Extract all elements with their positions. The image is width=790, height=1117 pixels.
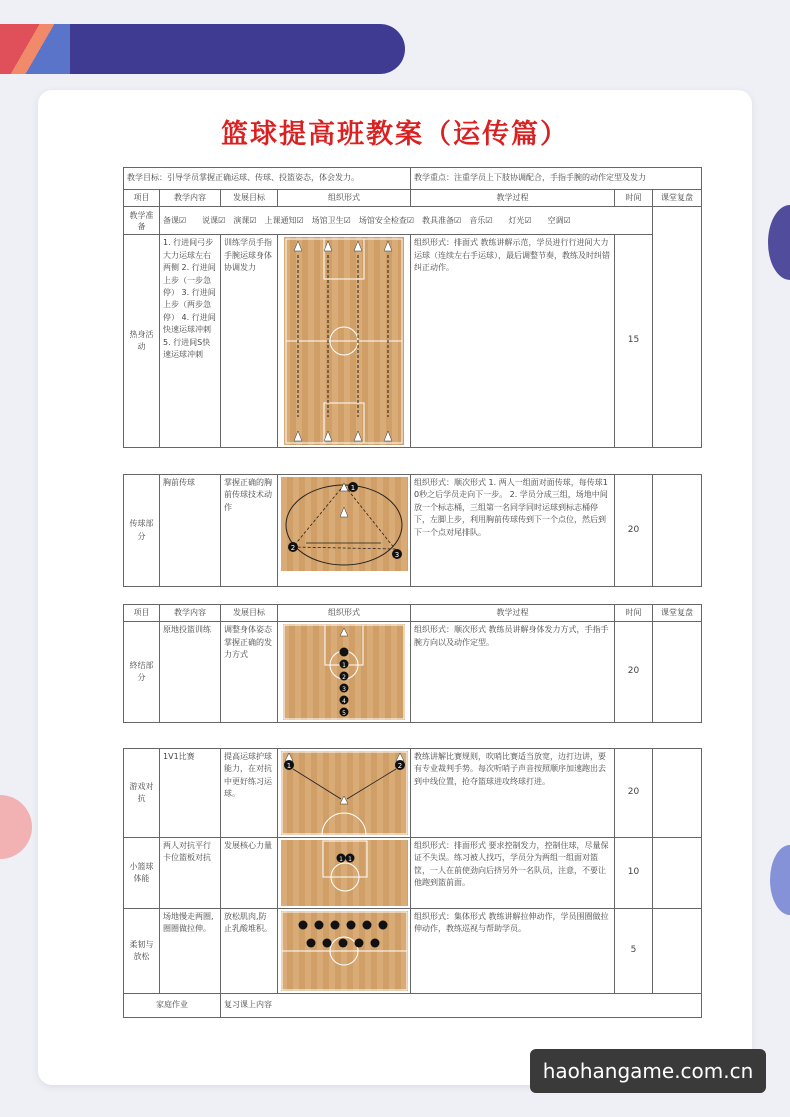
decor-circle: [0, 795, 32, 859]
stretch-content: 场地慢走两圈,圈圈做拉伸。: [160, 909, 221, 994]
col-header-time: 时间: [615, 605, 653, 622]
col-header-item: 项目: [124, 190, 160, 207]
stretch-time: 5: [615, 909, 653, 994]
prep-label: 教学准备: [124, 207, 160, 235]
shooting-process: 组织形式：顺次形式 教练员讲解身体发力方式，手指手腕方向以及动作定型。: [411, 622, 615, 723]
shooting-diagram: [278, 622, 411, 723]
svg-text:1: 1: [342, 662, 346, 670]
warmup-row: [124, 235, 702, 448]
prep-checklist: 备课☑ 说课☑ 演课☑ 上课通知☑ 场馆卫生☑ 场馆安全检查☑ 教具准备☑ 音乐☑ 灯光☑ 空调☑: [160, 207, 653, 235]
banner-stripes: [0, 24, 70, 74]
stretch-process: 组织形式：集体形式 教练讲解拉伸动作，学员围圈做拉伸动作，教练巡视与帮助学员。: [411, 909, 615, 994]
physical-diagram: [278, 838, 411, 909]
lesson-table-shooting: [123, 604, 702, 723]
passing-content: 胸前传球: [160, 475, 221, 587]
shooting-content: 原地投篮训练: [160, 622, 221, 723]
col-header-item: 项目: [124, 605, 160, 622]
col-header-time: 时间: [615, 190, 653, 207]
stretch-label: 柔韧与放松: [124, 909, 160, 994]
teaching-focus: 教学重点：注重学员上下肢协调配合，手指手腕的动作定型及发力: [411, 168, 702, 190]
physical-target: 发展核心力量: [221, 838, 278, 909]
table-header-row-2: [124, 605, 702, 622]
game-content: 1V1比赛: [160, 749, 221, 838]
passing-diagram: [278, 475, 411, 587]
col-header-target: 发展目标: [221, 605, 278, 622]
svg-text:1: 1: [347, 856, 352, 863]
teaching-goal: 教学目标：引导学员掌握正确运球、传球、投篮姿态，体会发力。: [124, 168, 411, 190]
shooting-label: 終结部分: [124, 622, 160, 723]
decor-half-circle: [768, 205, 790, 280]
svg-text:4: 4: [342, 698, 346, 706]
passing-review: [653, 475, 702, 587]
col-header-content: 教学内容: [160, 605, 221, 622]
page-title: 篮球提高班教案（运传篇）: [221, 119, 569, 150]
physical-process: 组织形式：排面形式 要求控制发力，控制住球，尽量保证不失误。练习被人找巧，学员分为两组一组面对篮筐，一人在前使劲向后挤另外一名队员，注意，不要让他跑到篮前面。: [411, 838, 615, 909]
physical-review: [653, 838, 702, 909]
svg-text:5: 5: [342, 710, 346, 718]
passing-process: 组织形式：顺次形式 1. 两人一组面对面传球，每传球10秒之后学员走向下一步。 2. 学员分成三组，场地中间放一个标志桶，三组第一名同学同时运球到标志桶停下，左脚上步，利用胸前传球传到下一个点位，然后到下一个点对尾排队。: [411, 475, 615, 587]
game-diagram: [278, 749, 411, 838]
svg-text:1: 1: [286, 762, 291, 770]
game-target: 提高运球护球能力，在对抗中更好练习运球。: [221, 749, 278, 838]
one-vs-one-icon: [281, 751, 408, 835]
svg-text:3: 3: [342, 686, 346, 694]
col-header-process: 教学过程: [411, 605, 615, 622]
lesson-table-1: [123, 167, 702, 448]
decor-half-circle: [770, 845, 790, 915]
game-label: 游戏对抗: [124, 749, 160, 838]
col-header-review: 课堂复盘: [653, 605, 702, 622]
watermark: haohangame.com.cn: [530, 1049, 766, 1093]
homework-row: [124, 994, 702, 1018]
game-row: [124, 749, 702, 838]
physical-content: 两人对抗平行卡位篮板对抗: [160, 838, 221, 909]
col-header-process: 教学过程: [411, 190, 615, 207]
game-process: 教练讲解比赛规则，吹哨比赛适当放宽，边打边讲，要有专业裁判手势。每次听哨子声音按照顺序加速跑出去到中线位置，抢夺篮球进攻终球打进。: [411, 749, 615, 838]
svg-text:2: 2: [397, 762, 402, 770]
warmup-process: 组织形式：排面式 教练讲解示范，学员进行行进间大力运球（连续左右手运球），最后调整节奏，教练及时纠错纠正动作。: [411, 235, 615, 448]
col-header-review: 课堂复盘: [653, 190, 702, 207]
svg-text:1: 1: [350, 484, 355, 492]
col-header-target: 发展目标: [221, 190, 278, 207]
shooting-row: [124, 622, 702, 723]
physical-label: 小篮球体能: [124, 838, 160, 909]
col-header-organization: 组织形式: [278, 605, 411, 622]
homework-label: 家庭作业: [124, 994, 221, 1018]
court-drills-icon: [284, 237, 404, 445]
stretch-diagram: [278, 909, 411, 994]
passing-time: 20: [615, 475, 653, 587]
stretch-review: [653, 909, 702, 994]
stretch-row: [124, 909, 702, 994]
passing-target: 掌握正确的胸前传球技术动作: [221, 475, 278, 587]
shooting-review: [653, 622, 702, 723]
physical-row: [124, 838, 702, 909]
table-header-row: [124, 190, 702, 207]
review-cell: [653, 207, 702, 448]
shooting-time: 20: [615, 622, 653, 723]
svg-text:3: 3: [394, 551, 399, 559]
passing-row: [124, 475, 702, 587]
lesson-table-4: [123, 748, 702, 1018]
physical-time: 10: [615, 838, 653, 909]
stretch-formation-icon: [281, 911, 408, 991]
shooting-target: 调整身体姿态掌握正确的发力方式: [221, 622, 278, 723]
rebound-drill-icon: [281, 840, 408, 906]
shooting-line-icon: [283, 624, 405, 720]
game-review: [653, 749, 702, 838]
lesson-table-passing: [123, 474, 702, 587]
warmup-diagram: [278, 235, 411, 448]
svg-text:2: 2: [290, 544, 295, 552]
game-time: 20: [615, 749, 653, 838]
triangle-pass-icon: [281, 477, 408, 571]
passing-label: 传球部分: [124, 475, 160, 587]
warmup-content: 1. 行进间弓步大力运球左右两侧 2. 行进间上步（一步急停） 3. 行进间上步（两步急停） 4. 行进间快速运球冲刺 5. 行进间S快速运球冲刺: [160, 235, 221, 448]
warmup-target: 训练学员手指手腕运球身体协调发力: [221, 235, 278, 448]
svg-text:1: 1: [338, 856, 343, 863]
prep-row: [124, 207, 702, 235]
warmup-label: 热身活动: [124, 235, 160, 448]
warmup-time: 15: [615, 235, 653, 448]
stretch-target: 放松肌肉,防止乳酸堆积。: [221, 909, 278, 994]
homework-value: 复习课上内容: [221, 994, 702, 1018]
col-header-content: 教学内容: [160, 190, 221, 207]
svg-text:2: 2: [342, 674, 346, 682]
col-header-organization: 组织形式: [278, 190, 411, 207]
